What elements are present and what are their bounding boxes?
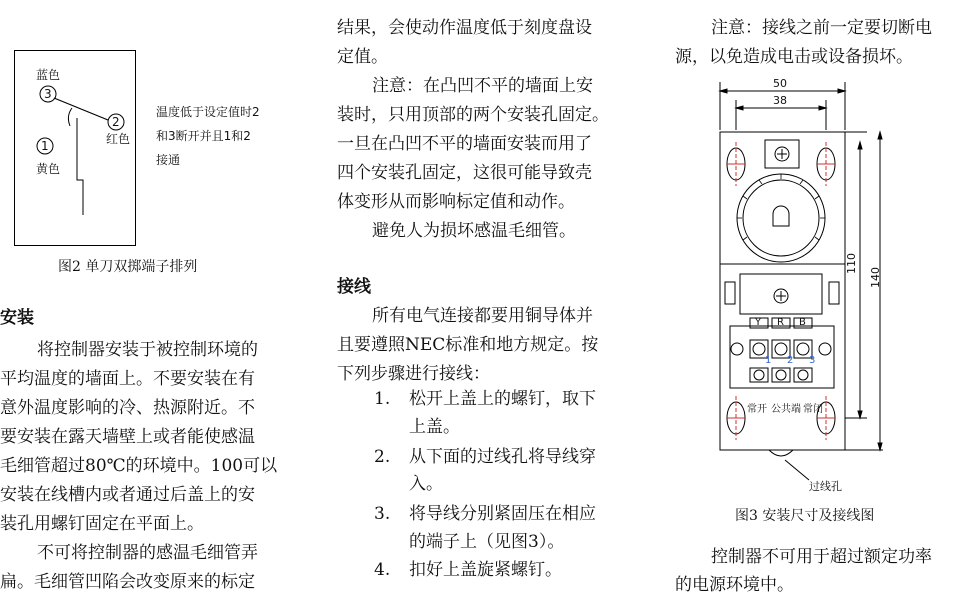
middle-note-line-4: 四个安装孔固定，这很可能导致壳 (337, 163, 592, 183)
install-line-2: 平均温度的墙面上。不要安装在有 (0, 369, 255, 389)
install-heading: 安装 (0, 308, 34, 328)
terminal-label-b: B (799, 317, 806, 328)
terminal-2-number: 2 (112, 115, 120, 129)
wire-hole-label: 过线孔 (809, 480, 842, 493)
step-2-number: 2. (374, 447, 391, 467)
footer-line-2: 的电源环境中。 (675, 575, 794, 595)
install-line-8: 不可将控制器的感温毛细管弄 (37, 543, 258, 563)
step-3-line-2: 的端子上（见图3）。 (409, 532, 565, 552)
install-line-7: 装孔用螺钉固定在平面上。 (0, 514, 204, 534)
label-red: 红色 (106, 132, 131, 146)
terminal-1-number: 1 (41, 139, 49, 153)
step-4-number: 4. (374, 560, 391, 580)
middle-note-line-2: 装时，只用顶部的两个安装孔固定。 (337, 105, 609, 125)
terminal-number-1: 1 (765, 355, 772, 366)
middle-note-line-5: 体变形从而影响标定值和动作。 (337, 192, 575, 212)
warning-line-2: 源，以免造成电击或设备损坏。 (675, 47, 913, 67)
step-2-line-2: 入。 (409, 474, 443, 494)
middle-line-2: 定值。 (337, 47, 388, 67)
bottom-label-normally-closed: 常闭 (803, 404, 823, 415)
terminal-label-r: R (777, 317, 784, 328)
figure-2-note-line-3: 接通 (156, 153, 181, 167)
middle-note-line-3: 一旦在凸凹不平的墙面安装而用了 (337, 134, 592, 154)
dimension-38: 38 (773, 94, 787, 107)
wiring-intro-3: 下列步骤进行接线： (337, 364, 490, 384)
install-line-5: 毛细管超过80℃的环境中。100可以 (0, 456, 278, 476)
bottom-label-normally-open: 常开 (747, 404, 767, 415)
bottom-label-common: 公共端 (771, 404, 801, 415)
warning-line-1: 注意：接线之前一定要切断电 (711, 18, 932, 38)
dimension-140: 140 (869, 267, 882, 288)
step-1-line-1: 松开上盖上的螺钉，取下 (409, 389, 596, 409)
terminal-3-number: 3 (44, 87, 52, 101)
step-4-line-1: 扣好上盖旋紧螺钉。 (409, 560, 562, 580)
step-3-line-1: 将导线分别紧固压在相应 (409, 504, 596, 524)
figure-3-diagram (705, 78, 895, 498)
dimension-50: 50 (773, 77, 787, 90)
step-1-number: 1. (374, 389, 391, 409)
terminal-number-3: 3 (809, 355, 816, 366)
wiring-intro-2: 且要遵照NEC标准和地方规定。按 (337, 335, 599, 355)
install-line-9: 扁。毛细管凹陷会改变原来的标定 (0, 572, 255, 592)
step-1-line-2: 上盖。 (409, 417, 460, 437)
middle-note-line-1: 注意：在凸凹不平的墙面上安 (372, 76, 593, 96)
wiring-heading: 接线 (337, 277, 371, 297)
figure-2-note-line-1: 温度低于设定值时2 (156, 105, 260, 119)
footer-line-1: 控制器不可用于超过额定功率 (711, 547, 932, 567)
terminal-number-2: 2 (787, 355, 794, 366)
figure-2-note-line-2: 和3断开并且1和2 (156, 129, 251, 143)
middle-avoid-line: 避免人为损坏感温毛细管。 (372, 221, 576, 241)
install-line-3: 意外温度影响的冷、热源附近。不 (0, 398, 255, 418)
label-yellow: 黄色 (36, 162, 61, 176)
middle-line-1: 结果，会使动作温度低于刻度盘设 (337, 18, 592, 38)
figure-2-caption: 图2 单刀双掷端子排列 (58, 259, 198, 275)
terminal-label-y: Y (755, 317, 762, 328)
install-line-1: 将控制器安装于被控制环境的 (37, 340, 258, 360)
install-line-6: 安装在线槽内或者通过后盖上的安 (0, 485, 255, 505)
figure-3-caption: 图3 安装尺寸及接线图 (735, 508, 875, 524)
wiring-intro-1: 所有电气连接都要用铜导体并 (372, 306, 593, 326)
step-2-line-1: 从下面的过线孔将导线穿 (409, 447, 596, 467)
figure-2 (14, 50, 279, 248)
figure-3 (705, 78, 895, 498)
step-3-number: 3. (374, 504, 391, 524)
label-blue: 蓝色 (36, 68, 61, 82)
dimension-110: 110 (845, 253, 858, 274)
install-line-4: 要安装在露天墙壁上或者能使感温 (0, 427, 255, 447)
